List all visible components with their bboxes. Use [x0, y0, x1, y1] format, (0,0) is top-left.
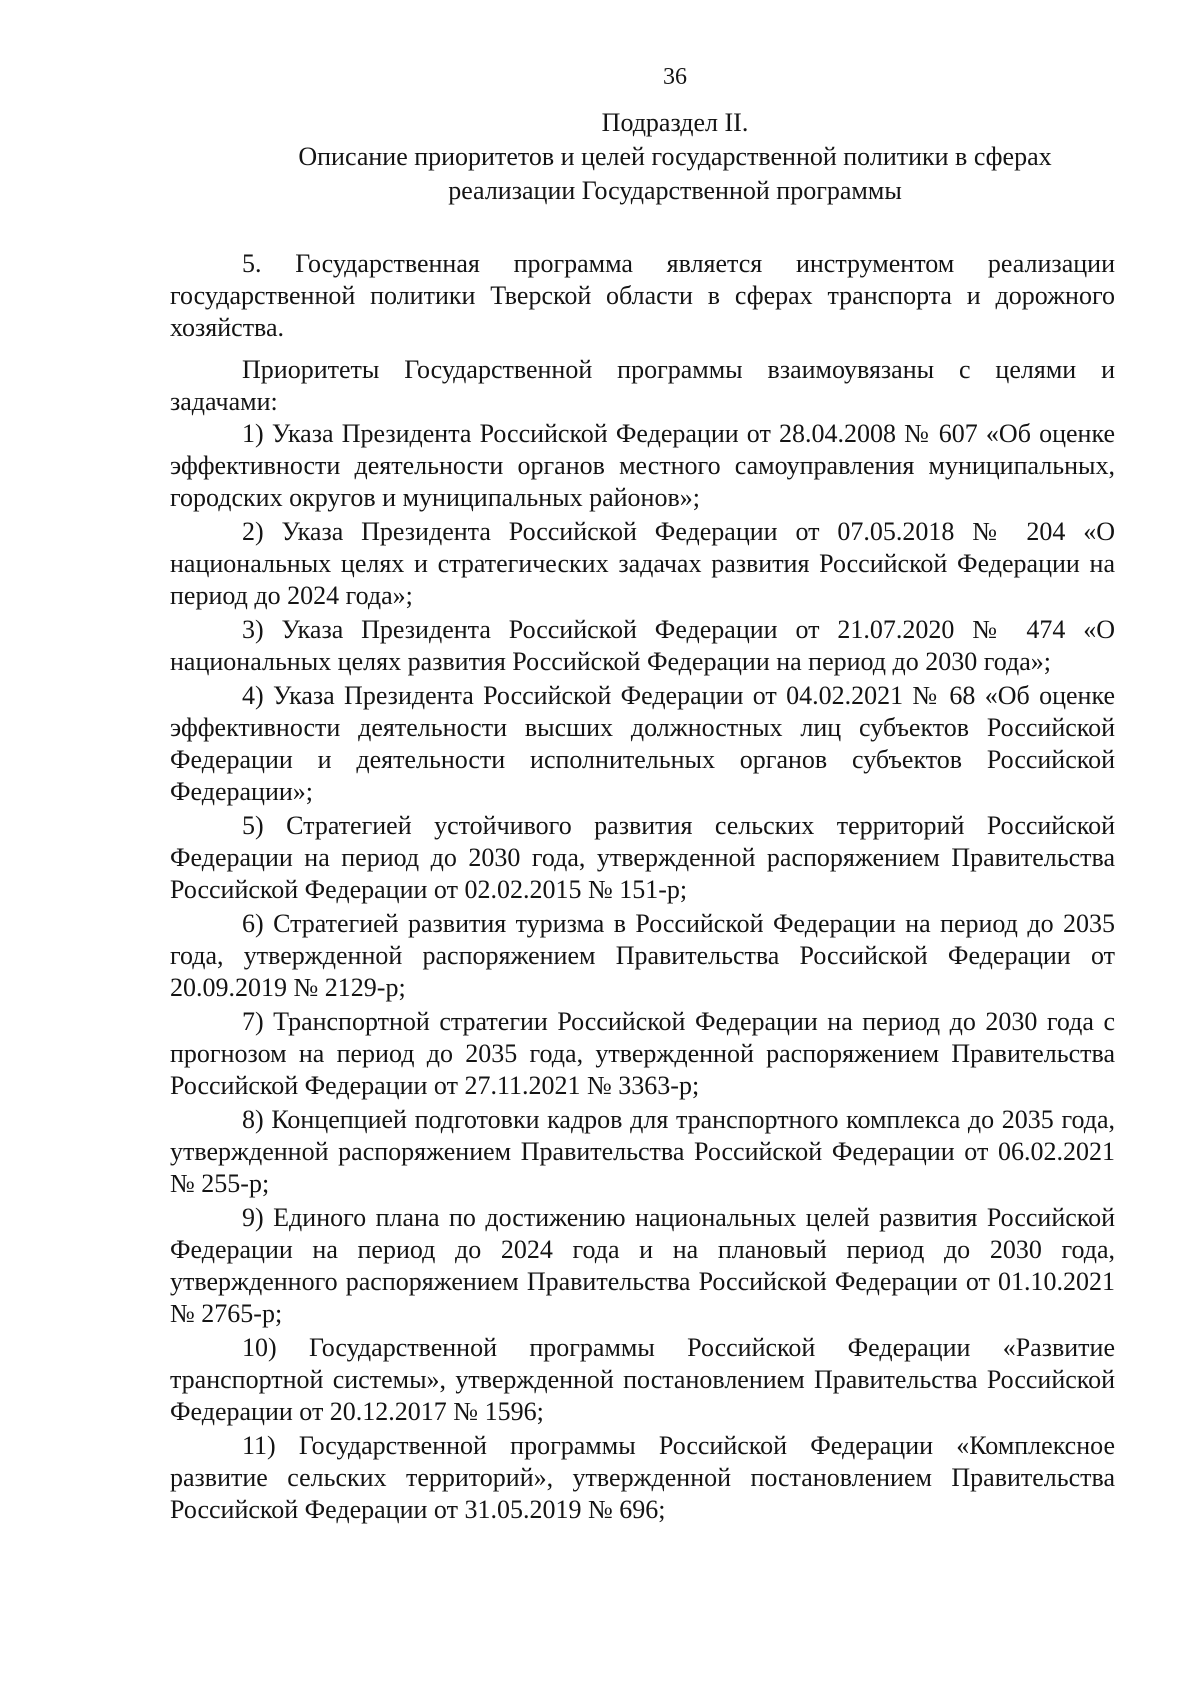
section-title-line-2: реализации Государственной программы — [448, 176, 902, 205]
list-item-1: 1) Указа Президента Российской Федерации от 28.04.2008 № 607 «Об оценке эффективности деятельности органов местного самоуправления муниципальных, городских округов и муниципальных районов»; — [170, 419, 1115, 512]
list-item-10: 10) Государственной программы Российской Федерации «Развитие транспортной системы», утвержденной постановлением Правительства Российской Федерации от 20.12.2017 № 1596; — [170, 1333, 1115, 1426]
paragraph-5: 5. Государственная программа является инструментом реализации государственной политики Тверской области в сферах транспорта и дорожного хозяйства. — [170, 249, 1115, 342]
subsection-heading: Подраздел II. — [601, 108, 749, 137]
list-item-4: 4) Указа Президента Российской Федерации от 04.02.2021 № 68 «Об оценке эффективности деятельности высших должностных лиц субъектов Российской Федерации и деятельности исполнительных органов субъектов Российской Федерации»; — [170, 681, 1115, 806]
list-item-7: 7) Транспортной стратегии Российской Федерации на период до 2030 года с прогнозом на период до 2035 года, утвержденной распоряжением Правительства Российской Федерации от 27.11.2021 № 3363-р; — [170, 1007, 1115, 1100]
list-item-3: 3) Указа Президента Российской Федерации от 21.07.2020 № 474 «О национальных целях развития Российской Федерации на период до 2030 года»; — [170, 615, 1115, 676]
list-item-5: 5) Стратегией устойчивого развития сельских территорий Российской Федерации на период до 2030 года, утвержденной распоряжением Правительства Российской Федерации от 02.02.2015 № 151-р; — [170, 811, 1115, 904]
priorities-intro: Приоритеты Государственной программы взаимоувязаны с целями и задачами: — [170, 355, 1115, 416]
document-page — [170, 60, 1115, 1528]
list-item-9: 9) Единого плана по достижению национальных целей развития Российской Федерации на период до 2024 года и на плановый период до 2030 года, утвержденного распоряжением Правительства Российской Федерации от 01.10.2021 № 2765-р; — [170, 1203, 1115, 1328]
document-body — [170, 248, 1115, 1526]
list-item-11: 11) Государственной программы Российской Федерации «Комплексное развитие сельских территорий», утвержденной постановлением Правительства Российской Федерации от 31.05.2019 № 696; — [170, 1431, 1115, 1524]
page-number: 36 — [663, 64, 687, 90]
section-title-line-1: Описание приоритетов и целей государственной политики в сферах — [298, 142, 1052, 171]
list-item-2: 2) Указа Президента Российской Федерации от 07.05.2018 № 204 «О национальных целях и стратегических задачах развития Российской Федерации на период до 2024 года»; — [170, 517, 1115, 610]
list-item-8: 8) Концепцией подготовки кадров для транспортного комплекса до 2035 года, утвержденной распоряжением Правительства Российской Федерации от 06.02.2021 № 255-р; — [170, 1105, 1115, 1198]
list-item-6: 6) Стратегией развития туризма в Российской Федерации на период до 2035 года, утвержденной распоряжением Правительства Российской Федерации от 20.09.2019 № 2129-р; — [170, 909, 1115, 1002]
